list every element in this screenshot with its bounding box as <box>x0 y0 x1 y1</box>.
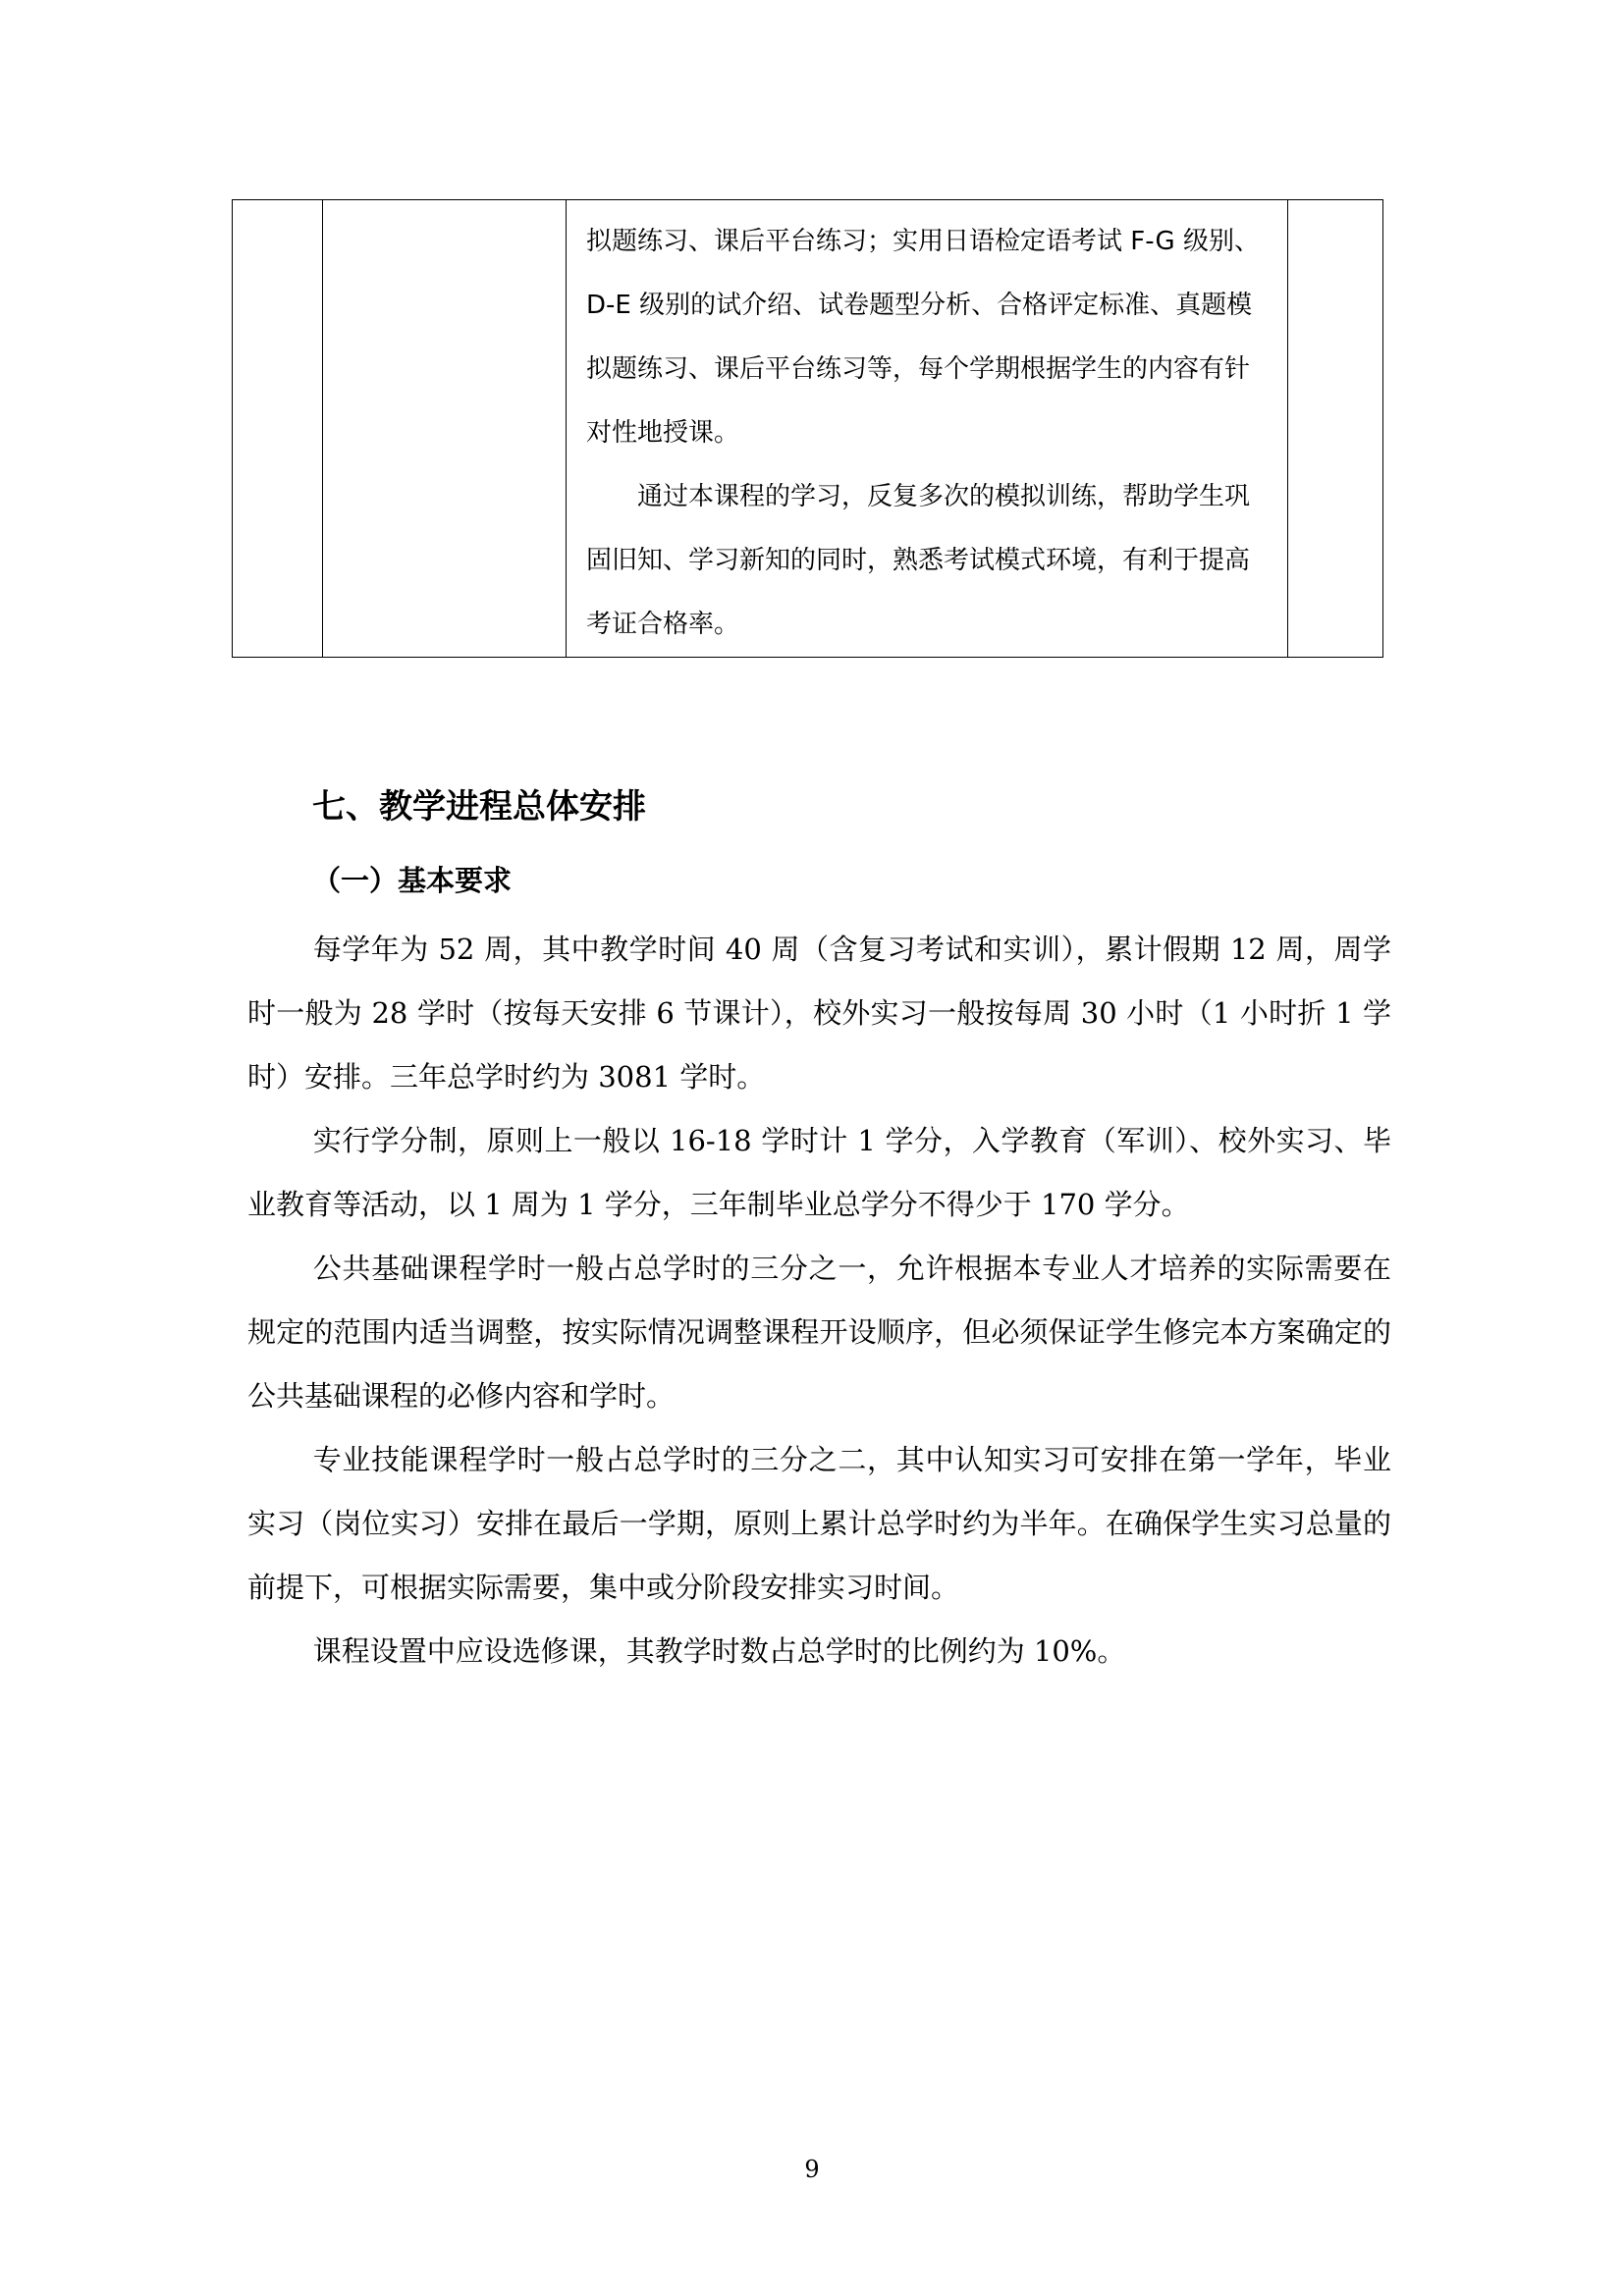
subsection-title: （一）基本要求 <box>312 864 513 897</box>
section-title: 七、教学进程总体安排 <box>312 787 646 827</box>
body-paragraph: 每学年为 52 周，其中教学时间 40 周（含复习考试和实训），累计假期 12 周，周学时一般为 28 学时（按每天安排 6 节课计），校外实习一般按每周 30 小时（1 小时折 1 学时）安排。三年总学时约为 3081 学时。 <box>247 933 1391 1094</box>
table-cell-empty <box>233 200 323 658</box>
course-content-paragraph: 通过本课程的学习，反复多次的模拟训练，帮助学生巩固旧知、学习新知的同时，熟悉考试模式环境，有利于提高考证合格率。 <box>586 482 1251 639</box>
course-table-fragment <box>232 199 1383 658</box>
section-body <box>247 918 1391 1683</box>
body-paragraph: 课程设置中应设选修课，其教学时数占总学时的比例约为 10%。 <box>312 1634 1126 1668</box>
table-cell-empty <box>323 200 567 658</box>
table-cell-empty <box>1288 200 1383 658</box>
course-content-paragraph: 拟题练习、课后平台练习；实用日语检定语考试 F-G 级别、D-E 级别的试介绍、试卷题型分析、合格评定标准、真题模拟题练习、课后平台练习等，每个学期根据学生的内容有针对性地授课。 <box>586 227 1260 448</box>
table-cell-course-content <box>567 200 1288 658</box>
table-row <box>233 200 1383 658</box>
page-number: 9 <box>804 2156 820 2183</box>
body-paragraph: 实行学分制，原则上一般以 16-18 学时计 1 学分，入学教育（军训）、校外实习、毕业教育等活动，以 1 周为 1 学分，三年制毕业总学分不得少于 170 学分。 <box>247 1124 1391 1221</box>
body-paragraph: 专业技能课程学时一般占总学时的三分之二，其中认知实习可安排在第一学年，毕业实习（岗位实习）安排在最后一学期，原则上累计总学时约为半年。在确保学生实习总量的前提下，可根据实际需要，集中或分阶段安排实习时间。 <box>247 1443 1391 1604</box>
body-paragraph: 公共基础课程学时一般占总学时的三分之一，允许根据本专业人才培养的实际需要在规定的范围内适当调整，按实际情况调整课程开设顺序，但必须保证学生修完本方案确定的公共基础课程的必修内容和学时。 <box>247 1252 1391 1413</box>
